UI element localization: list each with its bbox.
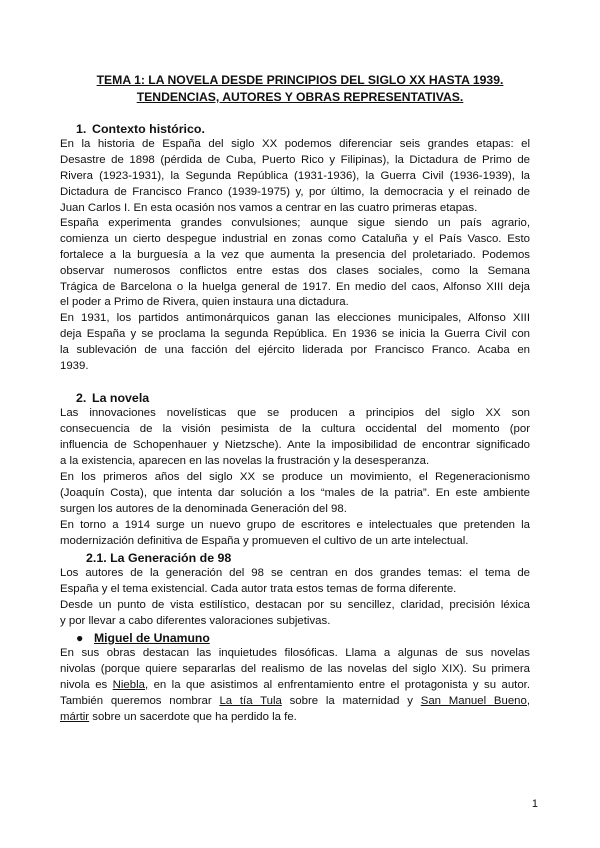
section-2-paragraph-1: Las innovaciones novelísticas que se producen a principios del siglo XX son consecuencia de la visión pesimista de la cultura occidental del momento (por influencia de Schopenhauer y Nietzsche). Ante la imposibilidad de encontrar significado a la existencia, aparecen en las novelas la frustración y la desesperanza. <box>60 407 530 467</box>
author-name: Miguel de Unamuno <box>94 631 210 645</box>
work-title-martir: mártir <box>60 710 90 723</box>
title-line-2: TENDENCIAS, AUTORES Y OBRAS REPRESENTATIVAS. <box>136 90 464 104</box>
work-title-san-manuel-bueno: San Manuel Bueno, <box>420 694 530 707</box>
bullet-icon: ● <box>76 631 84 645</box>
section-1-heading: 1. Contexto histórico. <box>76 122 205 136</box>
section-1-paragraph-1: En la historia de España del siglo XX podemos diferenciar seis grandes etapas: el Desastre de 1898 (pérdida de Cuba, Puerto Rico y Filipinas), la Dictadura de Primo de Rivera (1923-1931), la Segunda República (1931-1936), la Guerra Civil (1936-1939), la Dictadura de Francisco Franco (1939-1975) y, por último, la democracia y el reinado de Juan Carlos I. En esta ocasión nos vamos a centrar en las cuatro primeras etapas. <box>60 138 530 214</box>
document-title <box>60 72 540 106</box>
section-2-heading: 2. La novela <box>76 391 150 405</box>
section-2-1-paragraph-2: Desde un punto de vista estilístico, destacan por su sencillez, claridad, precisión léxica y por llevar a cabo diferentes valoraciones subjetivas. <box>60 599 530 627</box>
unamuno-paragraph: En sus obras destacan las inquietudes filosóficas. Llama a algunas de sus novelas nivolas (porque quiere separarlas del realismo de las novelas del siglo XIX). Su primera nivola es Niebla, en la que asistimos al enfrentamiento entre el protagonista y su autor. También queremos nombrar La tía Tula sobre la maternidad y San Manuel Bueno, mártir sobre un sacerdote que ha perdido la fe. <box>60 647 530 723</box>
title-line-1: TEMA 1: LA NOVELA DESDE PRINCIPIOS DEL SIGLO XX HASTA 1939. <box>96 73 504 87</box>
section-2-paragraph-3: En torno a 1914 surge un nuevo grupo de escritores e intelectuales que pretenden la modernización definitiva de España y promueven el cultivo de un arte intelectual. <box>60 519 530 547</box>
section-2-1-paragraph-1: Los autores de la generación del 98 se centran en dos grandes temas: el tema de España y el tema existencial. Cada autor trata estos temas de forma diferente. <box>60 567 530 595</box>
work-title-la-tia-tula: La tía Tula <box>219 694 282 707</box>
page-number: 1 <box>531 798 538 810</box>
section-1-paragraph-3: En 1931, los partidos antimonárquicos ganan las elecciones municipales, Alfonso XIII deja España y se proclama la segunda República. En 1936 se inicia la Guerra Civil con la sublevación de una facción del ejército liderada por Francisco Franco. Acaba en 1939. <box>60 312 530 372</box>
section-1-paragraph-2: España experimenta grandes convulsiones; aunque sigue siendo un país agrario, comienza un cierto despegue industrial en zonas como Cataluña y el País Vasco. Esto fortalece a la burguesía a la vez que aumenta la presencia del proletariado. Podemos observar numerosos conflictos entre estas dos clases sociales, como la Semana Trágica de Barcelona o la huelga general de 1917. En medio del caos, Alfonso XIII deja el poder a Primo de Rivera, quien instaura una dictadura. <box>60 217 530 309</box>
section-2-paragraph-2: En los primeros años del siglo XX se produce un movimiento, el Regeneracionismo (Joaquín Costa), que intenta dar solución a los “males de la patria”. En este ambiente surgen los autores de la denominada Generación del 98. <box>60 471 530 515</box>
author-bullet-unamuno <box>76 631 210 645</box>
work-title-niebla: Niebla, <box>112 678 149 691</box>
section-2-1-heading: 2.1. La Generación de 98 <box>86 551 232 565</box>
